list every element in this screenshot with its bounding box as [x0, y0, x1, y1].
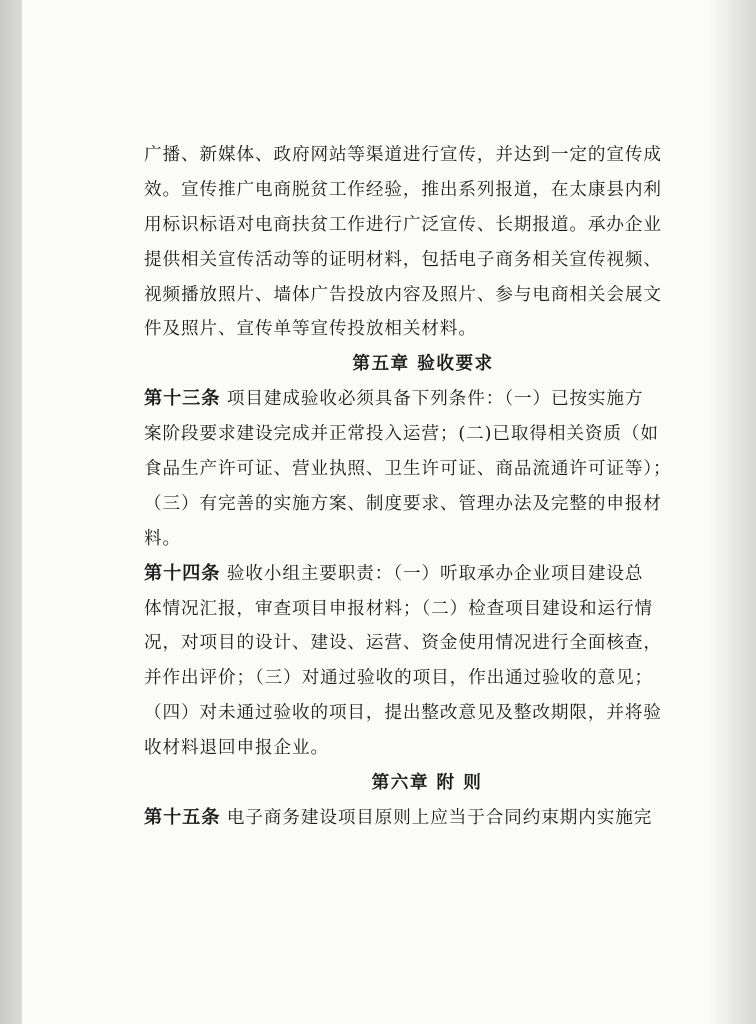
scan-shadow-right — [708, 0, 756, 1024]
article-label: 第十四条 — [144, 562, 221, 584]
body-text-line: 况，对项目的设计、建设、运营、资金使用情况进行全面核查， — [144, 633, 662, 654]
body-text-line: 提供相关宣传活动等的证明材料，包括电子商务相关宣传视频、 — [144, 249, 662, 270]
body-text-line: 案阶段要求建设完成并正常投入运营；(二)已取得相关资质（如 — [144, 424, 659, 445]
body-text-line: 料。 — [144, 528, 181, 549]
body-text-line: 体情况汇报，审查项目申报材料；（二）检查项目建设和运行情 — [144, 598, 654, 619]
chapter-heading: 第五章 验收要求 — [352, 353, 494, 375]
body-text-line: （三）有完善的实施方案、制度要求、管理办法及完整的申报材 — [144, 493, 662, 514]
article-label: 第十三条 — [144, 388, 221, 410]
body-text-line: 视频播放照片、墙体广告投放内容及照片、参与电商相关会展文 — [144, 284, 662, 305]
article-text: 电子商务建设项目原则上应当于合同约束期内实施完 — [220, 807, 653, 828]
article-text: 验收小组主要职责：（一）听取承办企业项目建设总 — [220, 563, 644, 584]
body-text-line: 食品生产许可证、营业执照、卫生许可证、商品流通许可证等）； — [144, 459, 672, 480]
article-line — [144, 557, 664, 592]
article-line — [144, 801, 664, 836]
article-text: 项目建成验收必须具备下列条件：（一）已按实施方 — [220, 389, 644, 410]
body-text-line: 广播、新媒体、政府网站等渠道进行宣传，并达到一定的宣传成 — [144, 145, 662, 165]
article-line — [144, 382, 664, 417]
body-text-line: 收材料退回申报企业。 — [144, 738, 329, 759]
body-text-line: （四）对未通过验收的项目，提出整改意见及整改期限，并将验 — [144, 703, 662, 724]
chapter-heading: 第六章 附 则 — [371, 772, 483, 794]
document-body — [144, 138, 672, 836]
body-text-line: 用标识标语对电商扶贫工作进行广泛宣传、长期报道。承办企业 — [144, 214, 662, 235]
article-label: 第十五条 — [144, 806, 221, 828]
body-text-line: 件及照片、宣传单等宣传投放相关材料。 — [144, 319, 477, 340]
body-text-line: 效。宣传推广电商脱贫工作经验，推出系列报道，在太康县内利 — [144, 179, 662, 200]
body-text-line: 并作出评价；（三）对通过验收的项目，作出通过验收的意见； — [144, 668, 654, 689]
